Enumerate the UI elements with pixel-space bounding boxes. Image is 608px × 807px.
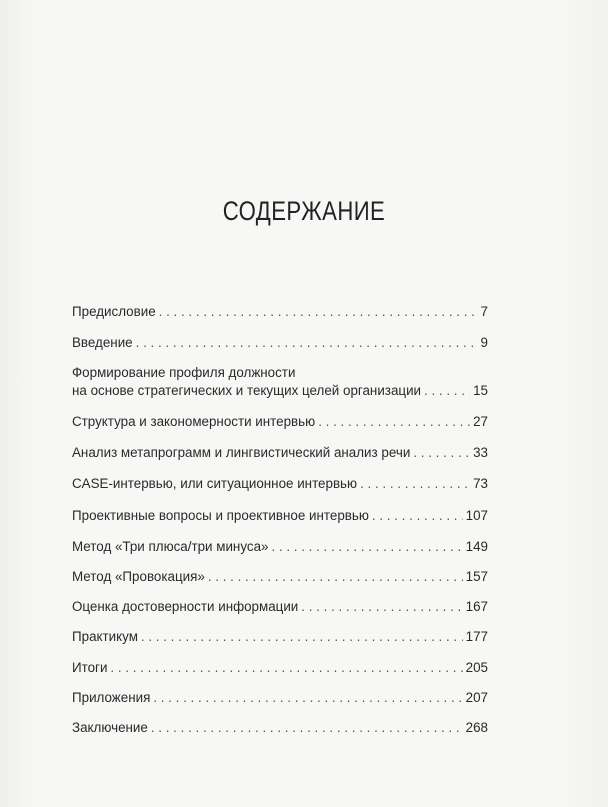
dot-leader <box>141 628 463 646</box>
toc-entry-interview-structure <box>72 413 488 431</box>
toc-entry-summary <box>72 659 488 677</box>
toc-entry-introduction <box>72 334 488 352</box>
dot-leader <box>372 507 463 525</box>
toc-entry-label: Анализ метапрограмм и лингвистический анализ речи <box>72 445 411 460</box>
toc-entry-provocation <box>72 568 488 586</box>
toc-entry-label: Предисловие <box>72 304 156 319</box>
toc-page-number: 167 <box>465 599 488 614</box>
toc-entry-metaprograms <box>72 444 488 462</box>
toc-entry-label: Введение <box>72 335 133 350</box>
dot-leader <box>153 689 462 707</box>
page-title: СОДЕРЖАНИЕ <box>222 196 386 226</box>
dot-leader <box>301 598 462 616</box>
toc-entry-label: Метод «Провокация» <box>72 569 205 584</box>
toc-page-number: 73 <box>473 476 488 491</box>
toc-entry-label: Заключение <box>72 720 148 735</box>
toc-entry-label: на основе стратегических и текущих целей организации <box>72 383 422 398</box>
toc-entry-preface <box>72 303 488 321</box>
toc-page-number: 27 <box>473 414 488 429</box>
toc-page-number: 9 <box>480 335 488 350</box>
toc-page-number: 7 <box>480 304 488 319</box>
dot-leader <box>159 303 478 321</box>
toc-page-number: 15 <box>473 383 488 398</box>
toc-entry-reliability <box>72 598 488 616</box>
toc-entry-label: Итоги <box>72 660 108 675</box>
toc-entry-label-line1: Формирование профиля должности <box>72 365 296 380</box>
toc-entry-label: Приложения <box>72 690 151 705</box>
dot-leader <box>136 334 478 352</box>
toc-entry-three-plus-minus <box>72 538 488 556</box>
toc-page-number: 157 <box>465 569 488 584</box>
toc-entry-conclusion <box>72 719 488 737</box>
dot-leader <box>110 659 462 677</box>
dot-leader <box>318 413 470 431</box>
toc-page-number: 177 <box>465 629 488 644</box>
dot-leader <box>208 568 463 586</box>
toc-page-number: 149 <box>465 539 488 554</box>
dot-leader <box>424 382 470 400</box>
toc-entry-label: Практикум <box>72 629 138 644</box>
dot-leader <box>413 444 470 462</box>
toc-page-number: 107 <box>465 508 488 523</box>
dot-leader <box>360 475 470 493</box>
toc-page-number: 207 <box>465 690 488 705</box>
toc-page-number: 268 <box>465 720 488 735</box>
toc-entry-label: Метод «Три плюса/три минуса» <box>72 539 269 554</box>
toc-entry-label: Проективные вопросы и проективное интервью <box>72 508 369 523</box>
toc-entry-projective-questions <box>72 507 488 525</box>
dot-leader <box>271 538 462 556</box>
toc-entry-job-profile <box>72 364 488 400</box>
toc-entry-label: CASE-интервью, или ситуационное интервью <box>72 476 358 491</box>
toc-entry-label: Оценка достоверности информации <box>72 599 299 614</box>
toc-page-number: 205 <box>465 660 488 675</box>
toc-entry-workshop <box>72 628 488 646</box>
dot-leader <box>151 719 463 737</box>
toc-entry-appendices <box>72 689 488 707</box>
toc-entry-label: Структура и закономерности интервью <box>72 414 316 429</box>
toc-page-number: 33 <box>473 445 488 460</box>
toc-entry-case-interview <box>72 475 488 493</box>
